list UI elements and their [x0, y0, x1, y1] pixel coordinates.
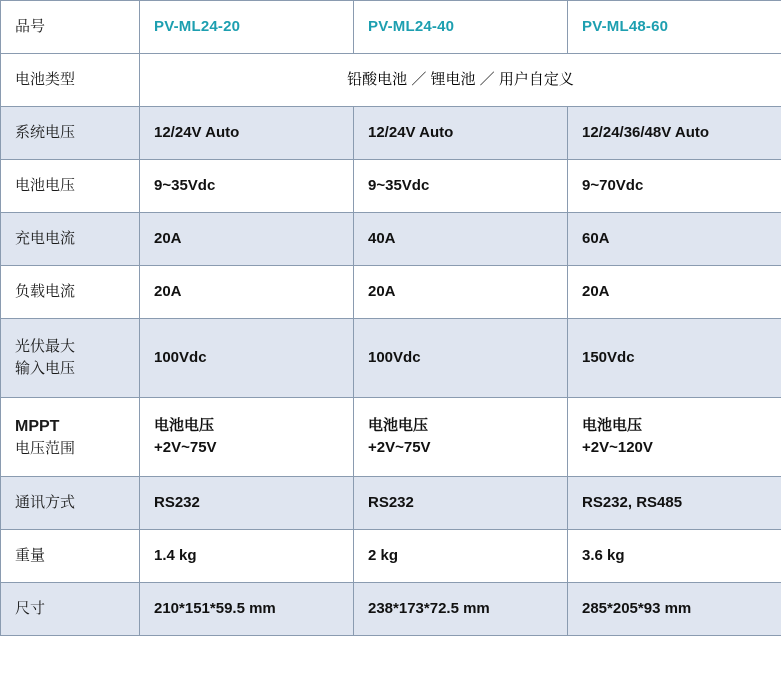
pv-max-input-voltage-value-1: 100Vdc	[140, 319, 354, 398]
communication-value-3: RS232, RS485	[568, 477, 781, 530]
dimensions-value-3: 285*205*93 mm	[568, 583, 781, 636]
load-current-value-2: 20A	[354, 266, 568, 319]
mppt-label-line-1: MPPT	[15, 417, 60, 435]
row-label-mppt-voltage-range	[1, 398, 140, 477]
row-label-system-voltage: 系统电压	[1, 107, 140, 160]
mppt-value-1-line-1: 电池电压	[154, 417, 215, 435]
table-row-battery-voltage	[1, 160, 781, 213]
table-header-row	[1, 1, 781, 54]
mppt-value-2-line-2: +2V~75V	[368, 439, 431, 456]
weight-value-3: 3.6 kg	[568, 530, 781, 583]
pv-label-line-2: 输入电压	[15, 360, 76, 377]
table-row-mppt-voltage-range	[1, 398, 781, 477]
model-name-3: PV-ML48-60	[568, 1, 781, 54]
mppt-voltage-range-value-2	[354, 398, 568, 477]
communication-value-1: RS232	[140, 477, 354, 530]
system-voltage-value-3: 12/24/36/48V Auto	[568, 107, 781, 160]
model-name-1: PV-ML24-20	[140, 1, 354, 54]
table-row-battery-type	[1, 54, 781, 107]
table-row-load-current	[1, 266, 781, 319]
table-row-dimensions	[1, 583, 781, 636]
weight-value-2: 2 kg	[354, 530, 568, 583]
row-label-battery-type: 电池类型	[1, 54, 140, 107]
charge-current-value-3: 60A	[568, 213, 781, 266]
row-label-load-current: 负载电流	[1, 266, 140, 319]
charge-current-value-1: 20A	[140, 213, 354, 266]
row-label-charge-current: 充电电流	[1, 213, 140, 266]
system-voltage-value-2: 12/24V Auto	[354, 107, 568, 160]
row-label-weight: 重量	[1, 530, 140, 583]
load-current-value-1: 20A	[140, 266, 354, 319]
mppt-voltage-range-value-1	[140, 398, 354, 477]
table-row-system-voltage	[1, 107, 781, 160]
battery-voltage-value-1: 9~35Vdc	[140, 160, 354, 213]
weight-value-1: 1.4 kg	[140, 530, 354, 583]
dimensions-value-1: 210*151*59.5 mm	[140, 583, 354, 636]
table-row-pv-max-input-voltage	[1, 319, 781, 398]
battery-voltage-value-2: 9~35Vdc	[354, 160, 568, 213]
pv-max-input-voltage-value-3: 150Vdc	[568, 319, 781, 398]
pv-label-line-1: 光伏最大	[15, 338, 76, 356]
dimensions-value-2: 238*173*72.5 mm	[354, 583, 568, 636]
mppt-label-line-2: 电压范围	[15, 439, 76, 457]
mppt-voltage-range-value-3	[568, 398, 781, 477]
model-name-2: PV-ML24-40	[354, 1, 568, 54]
system-voltage-value-1: 12/24V Auto	[140, 107, 354, 160]
mppt-value-2-line-1: 电池电压	[368, 417, 429, 435]
charge-current-value-2: 40A	[354, 213, 568, 266]
communication-value-2: RS232	[354, 477, 568, 530]
row-label-pv-max-input-voltage	[1, 319, 140, 398]
table-row-communication	[1, 477, 781, 530]
table-row-weight	[1, 530, 781, 583]
load-current-value-3: 20A	[568, 266, 781, 319]
table-row-charge-current	[1, 213, 781, 266]
mppt-value-3-line-1: 电池电压	[582, 417, 643, 435]
row-label-battery-voltage: 电池电压	[1, 160, 140, 213]
header-label-cell: 品号	[1, 1, 140, 54]
battery-type-value: 铅酸电池 ／ 锂电池 ／ 用户自定义	[140, 54, 781, 107]
pv-max-input-voltage-value-2: 100Vdc	[354, 319, 568, 398]
mppt-value-3-line-2: +2V~120V	[582, 439, 653, 456]
mppt-value-1-line-2: +2V~75V	[154, 439, 217, 456]
battery-voltage-value-3: 9~70Vdc	[568, 160, 781, 213]
row-label-communication: 通讯方式	[1, 477, 140, 530]
row-label-dimensions: 尺寸	[1, 583, 140, 636]
